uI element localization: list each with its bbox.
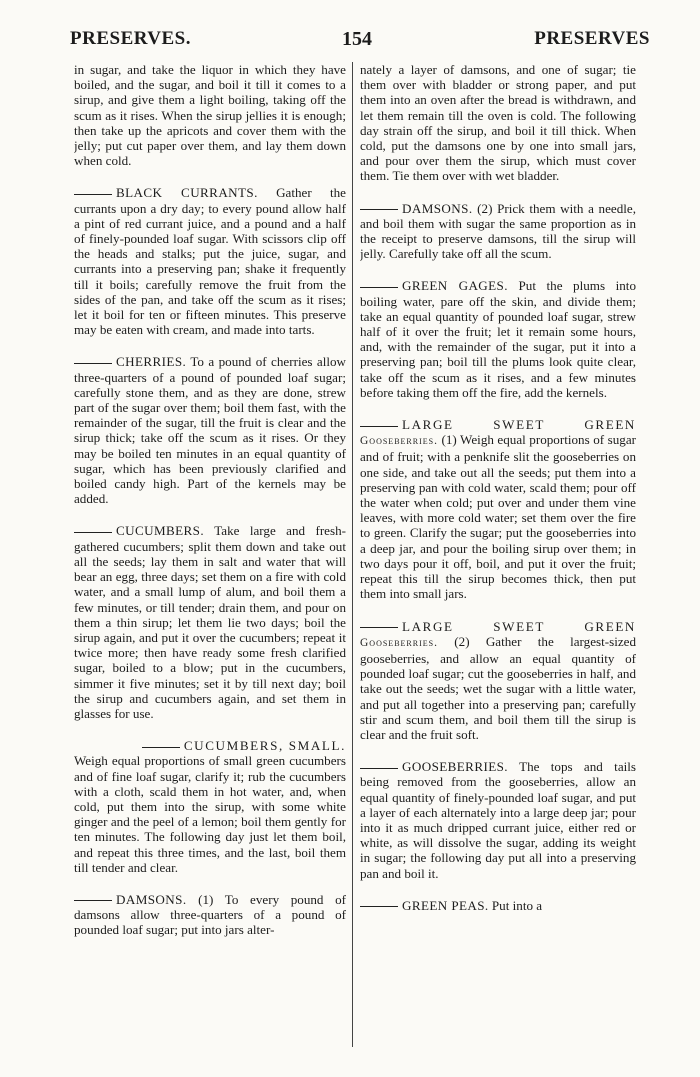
recipe-title: LARGE SWEET GREEN [402,618,636,634]
recipe-subtitle: Gooseberries. [360,435,438,448]
recipe-green-peas [360,898,636,913]
entry-dash [74,900,112,901]
recipe-text: The tops and tails being removed from the gooseberries, allow an equal quantity of finely-pounded loaf sugar, and put a layer of each alternately into a large deep jar; pour into it as much dripped currant juice, either red or white, as will dissolve the sugar, adding its weight in sugar; the following day put all into a preserving pan and boil it. [360,759,636,881]
recipe-text: Weigh equal proportions of small green cucumbers and of fine loaf sugar, clarify it; rub the cucumbers with a cloth, scald them in hot water, and, when cold, put them into the sirup, with some white ginger and the peel of a lemon; boil them gently for ten minutes. The following day just let them boil, and repeat this three times, and the last, boil them till tender and clear. [74,753,346,875]
recipe-text: Take large and fresh-gathered cucumbers; split them down and take out all the seeds; lay them in salt and water that will bear an egg, three days; set them on a fire with cold water, and a small lump of alum, and boil them a few minutes, or till tender; drain them, and pour on them a thin sirup; let them lie two days; boil the sirup again, and put it over the cucumbers; repeat it twice more; then have ready some fresh clarified sugar, boiled to a blow; put in the cucumbers, simmer it five minutes; set it by till next day; boil the sirup and cucumbers again, and set them in glasses for use. [74,523,346,721]
entry-dash [360,426,398,427]
running-head-left: PRESERVES. [70,28,192,49]
recipe-damsons-1 [74,892,346,938]
recipe-title: CUCUMBERS, SMALL. [183,738,346,754]
recipe-title: CHERRIES. [116,354,187,370]
recipe-cucumbers [74,523,346,721]
entry-dash [360,906,398,907]
recipe-subtitle: Gooseberries. [360,636,438,649]
left-column [74,62,346,1047]
continuation-paragraph: in sugar, and take the liquor in which they have boiled, and the sugar, and boil it till it comes to a sirup, and give them a light boiling, taking off the scum as it rises. When the sirup jellies it is enough; then take up the apricots and cover them with the jelly; put cut paper over them, and lay them down when cold. [74,62,346,169]
recipe-title: BLACK CURRANTS. [116,185,258,201]
recipe-text: Put into a [491,897,543,913]
recipe-text: (2) Gather the largest-sized gooseberries, and allow an equal quantity of pounded loaf sugar; cut the gooseberries in half, and take out the seeds; wet the sugar with a little water, and put all together into a preserving pan; carefully stir and scum them, and boil them till the sirup is clear and the fruit soft. [360,633,636,742]
recipe-damsons-2 [360,201,636,262]
recipe-text: (1) Weigh equal proportions of sugar and of fruit; with a penknife slit the gooseberries on one side, and take out all the seeds; put them into a preserving pan with cold water, scald them; pour off the water when cold; put over and under them vine leaves, with more cold water; set them over the fire to green. Clarify the sugar; put the gooseberries into a deep jar, and pour the boiling sirup over them; in two days pour it off, boil, and put it over the fruit; repeat this till the sirup becomes thick, then put them into small jars. [360,432,636,602]
recipe-title: CUCUMBERS. [116,523,205,539]
recipe-large-sweet-green-gooseberries-2 [360,619,636,743]
continued-text [74,62,346,168]
right-column [360,62,636,1047]
recipe-title: GREEN PEAS. [402,897,489,913]
running-head-right: PRESERVES [534,28,650,49]
column-divider [352,62,353,1047]
entry-dash [74,194,112,195]
recipe-black-currants [74,185,346,337]
recipe-title: GOOSEBERRIES. [402,759,508,775]
recipe-text: (1) To every pound of damsons allow three-quarters of a pound of pounded loaf sugar; put into jars alter- [74,891,346,938]
recipe-title: DAMSONS. [116,891,187,907]
continued-text [360,62,636,184]
entry-dash [74,532,112,533]
recipe-green-gages [360,278,636,400]
recipe-large-sweet-green-gooseberries-1 [360,417,636,601]
recipe-text: Gather the currants upon a dry day; to every pound allow half a pint of red currant juice, and a pound and a half of finely-pounded loaf sugar. With scissors clip off the heads and stalks; put the juice, sugar, and currants into a preserving pan; shake it frequently till it boils; carefully remove the fruit from the sides of the pan, and take off the scum as it rises; let it boil for ten or fifteen minutes. This preserve may be eaten with cream, and made into tarts. [74,185,346,338]
recipe-cucumbers-small [74,738,346,875]
recipe-gooseberries [360,759,636,881]
entry-dash [360,768,398,769]
entry-dash [360,287,398,288]
recipe-text: Put the plums into boiling water, pare off the skin, and divide them; take an equal quantity of pounded loaf sugar, strew half of it over the fruit; let it remain some hours, and, with the remainder of the sugar, put it into a preserving pan; boil till the plums look quite clear, take off the scum as it rises, and a few minutes before taking them off the fire, add the kernels. [360,278,636,400]
recipe-title: DAMSONS. [402,200,473,216]
recipe-text: To a pound of cherries allow three-quarters of a pound of pounded loaf sugar; carefully stone them, and as they are done, strew part of the sugar over them; boil them fast, with the remainder of the sugar, till the fruit is clear and the sirup thick; take off the scum as it rises. Or they may be boiled ten minutes in an equal quantity of sugar, which has been previously clarified and boiled candy high. Part of the kernels may be added. [74,354,346,507]
entry-dash [74,363,112,364]
recipe-title: GREEN GAGES. [402,278,508,294]
continuation-paragraph: nately a layer of damsons, and one of sugar; tie them over with bladder or strong paper, and put them into an oven after the bread is withdrawn, and let them remain till the oven is cold. The following day strain off the sirup, and boil it till thick. When cold, put the damsons one by one into small jars, and pour over them the sirup, which must cover them. Tie them over with wet bladder. [360,62,636,184]
recipe-text: (2) Prick them with a needle, and boil them with sugar the same proportion as in the receipt to preserve damsons, till the sirup will jelly. Carefully take off all the scum. [360,200,636,262]
entry-dash [360,627,398,628]
page-number: 154 [342,28,372,50]
recipe-title: LARGE SWEET GREEN [402,417,636,433]
entry-dash [142,747,180,748]
recipe-cherries [74,354,346,506]
entry-dash [360,209,398,210]
page-header [70,22,650,56]
